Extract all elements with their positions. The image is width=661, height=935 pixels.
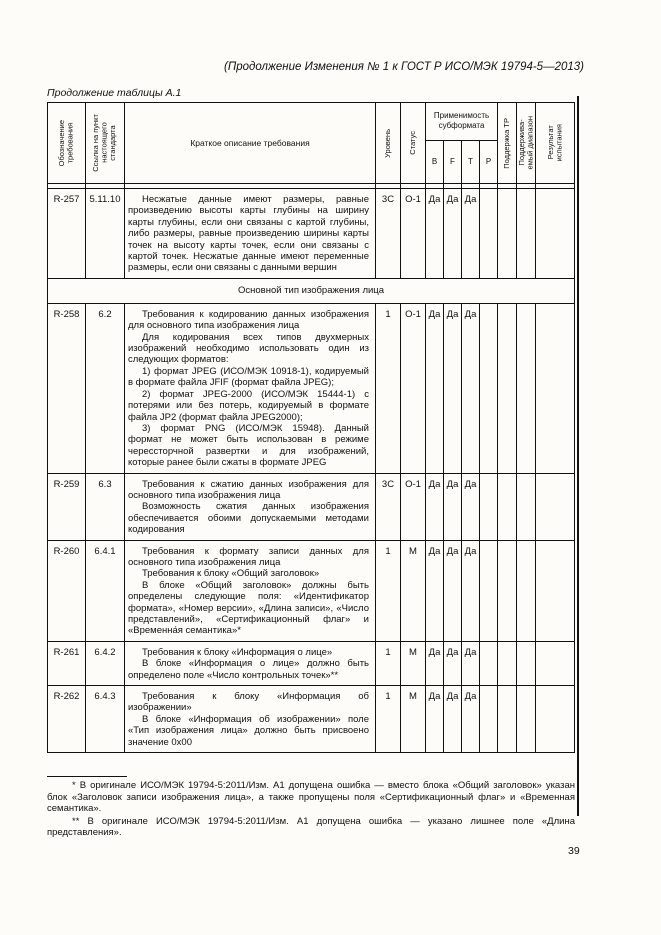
test-result-cell xyxy=(536,189,575,279)
subformat-p-cell xyxy=(480,303,498,473)
subformat-t-cell: Да xyxy=(462,540,480,641)
description-cell xyxy=(125,540,376,641)
level-cell: 1 xyxy=(376,303,401,473)
section-title: Основной тип изображения лица xyxy=(48,278,575,303)
subformat-p-cell xyxy=(480,540,498,641)
requirement-id-cell: R-258 xyxy=(48,303,86,473)
header-clause-reference: Ссылка на пункт настоящего стандарта xyxy=(86,103,125,184)
tr-support-cell xyxy=(498,189,517,279)
subformat-f-cell: Да xyxy=(444,473,462,540)
tr-support-cell xyxy=(498,641,517,685)
status-cell: О-1 xyxy=(401,189,426,279)
description-paragraph: Несжатые данные имеют размеры, равные произведению высоты карты глубины на ширину карты глубины, если они связаны с картой глубины, либо размеры, равные произведению ширины карты точек на высоту карты точек, если они связаны с картой точек. Несжатые данные имеют переменные размеры, если они связаны с данными вершин xyxy=(128,194,369,274)
footnote: ** В оригинале ИСО/МЭК 19794-5:2011/Изм. А1 допущена ошибка — указано лишнее поле «Длина представления». xyxy=(47,815,575,838)
description-paragraph: В блоке «Информация об изображении» поле «Тип изображения лица» должно быть присвоено значение 0x00 xyxy=(128,713,369,748)
level-cell: 1 xyxy=(376,641,401,685)
description-cell xyxy=(125,303,376,473)
page-number: 39 xyxy=(568,845,580,857)
document-header: (Продолжение Изменения № 1 к ГОСТ Р ИСО/МЭК 19794-5—2013) xyxy=(224,61,584,73)
subformat-b-cell: Да xyxy=(426,303,444,473)
table-row xyxy=(48,686,575,753)
clause-ref-cell: 6.2 xyxy=(86,303,125,473)
subformat-t-cell: Да xyxy=(462,641,480,685)
description-paragraph: Требования к блоку «Информация о лице» xyxy=(142,646,333,658)
description-paragraph: Требования к блоку «Общий заголовок» xyxy=(142,568,320,580)
description-paragraph: В блоке «Информация о лице» должно быть определено поле «Число контрольных точек»** xyxy=(128,658,369,681)
table-row xyxy=(48,641,575,685)
supported-range-cell xyxy=(517,686,536,753)
header-subformat-p: P xyxy=(480,140,498,183)
table-body xyxy=(48,184,575,753)
subformat-p-cell xyxy=(480,189,498,279)
subformat-t-cell: Да xyxy=(462,189,480,279)
requirements-table xyxy=(47,102,575,753)
header-subformat-f: F xyxy=(444,140,462,183)
section-row xyxy=(48,278,575,303)
clause-ref-cell: 6.4.3 xyxy=(86,686,125,753)
header-tr-support: Поддержка ТР xyxy=(498,103,517,184)
description-paragraph: Требования к формату записи данных для основного типа изображения лица xyxy=(128,545,369,568)
requirement-id-cell: R-259 xyxy=(48,473,86,540)
description-cell xyxy=(125,641,376,685)
subformat-t-cell: Да xyxy=(462,686,480,753)
requirement-id-cell: R-261 xyxy=(48,641,86,685)
table-row xyxy=(48,473,575,540)
tr-support-cell xyxy=(498,473,517,540)
subformat-b-cell: Да xyxy=(426,473,444,540)
clause-ref-cell: 6.4.2 xyxy=(86,641,125,685)
subformat-b-cell: Да xyxy=(426,641,444,685)
subformat-f-cell: Да xyxy=(444,189,462,279)
level-cell: 1 xyxy=(376,686,401,753)
supported-range-cell xyxy=(517,540,536,641)
description-cell xyxy=(125,686,376,753)
subformat-p-cell xyxy=(480,473,498,540)
subformat-f-cell: Да xyxy=(444,303,462,473)
header-description: Краткое описание требования xyxy=(125,103,376,184)
description-cell xyxy=(125,189,376,279)
description-paragraph: Возможность сжатия данных изображения обеспечивается обоими допускаемыми методами кодирования xyxy=(128,501,369,536)
supported-range-cell xyxy=(517,189,536,279)
description-paragraph: В блоке «Общий заголовок» должны быть определены следующие поля: «Идентификатор формата», «Номер версии», «Длина записи», «Число представлений», «Сертификационный флаг» и «Временна́я семантика»* xyxy=(128,579,369,637)
clause-ref-cell: 6.4.1 xyxy=(86,540,125,641)
test-result-cell xyxy=(536,303,575,473)
table-row xyxy=(48,540,575,641)
status-cell: M xyxy=(401,686,426,753)
header-subformat-applicability: Применимость субформата xyxy=(426,103,498,141)
description-paragraph: 2) формат JPEG-2000 (ИСО/МЭК 15444-1) с потерями или без потерь, кодируемый в формате файла JP2 (формат файла JPEG2000); xyxy=(128,388,369,423)
status-cell: О-1 xyxy=(401,303,426,473)
status-cell: M xyxy=(401,540,426,641)
header-subformat-t: T xyxy=(462,140,480,183)
description-cell xyxy=(125,473,376,540)
subformat-t-cell: Да xyxy=(462,303,480,473)
header-test-results: Результат испытания xyxy=(536,103,575,184)
clause-ref-cell: 5.11.10 xyxy=(86,189,125,279)
supported-range-cell xyxy=(517,473,536,540)
tr-support-cell xyxy=(498,303,517,473)
test-result-cell xyxy=(536,641,575,685)
description-paragraph: Для кодирования всех типов двухмерных изображений необходимо использовать один из следующих форматов: xyxy=(128,331,369,366)
status-cell: О-1 xyxy=(401,473,426,540)
requirement-id-cell: R-260 xyxy=(48,540,86,641)
subformat-t-cell: Да xyxy=(462,473,480,540)
subformat-b-cell: Да xyxy=(426,686,444,753)
description-paragraph: 3) формат PNG (ИСО/МЭК 15948). Данный формат не может быть использован в режиме черессторчной развертки и для изображений, которые ранее были сжаты в формате JPEG xyxy=(128,422,369,469)
requirement-id-cell: R-257 xyxy=(48,189,86,279)
status-cell: M xyxy=(401,641,426,685)
requirement-id-cell: R-262 xyxy=(48,686,86,753)
header-subformat-b: B xyxy=(426,140,444,183)
footnotes xyxy=(47,780,575,840)
level-cell: 1 xyxy=(376,540,401,641)
header-requirement-id: Обозначение требования xyxy=(48,103,86,184)
subformat-f-cell: Да xyxy=(444,540,462,641)
level-cell: 3С xyxy=(376,189,401,279)
supported-range-cell xyxy=(517,303,536,473)
change-bar xyxy=(577,96,579,816)
subformat-f-cell: Да xyxy=(444,641,462,685)
description-paragraph: Требования к сжатию данных изображения для основного типа изображения лица xyxy=(128,478,369,501)
level-cell: 3С xyxy=(376,473,401,540)
subformat-p-cell xyxy=(480,641,498,685)
table-caption: Продолжение таблицы А.1 xyxy=(47,87,182,99)
supported-range-cell xyxy=(517,641,536,685)
tr-support-cell xyxy=(498,686,517,753)
header-status: Статус xyxy=(401,103,426,184)
test-result-cell xyxy=(536,686,575,753)
subformat-p-cell xyxy=(480,686,498,753)
test-result-cell xyxy=(536,540,575,641)
table-row xyxy=(48,189,575,279)
subformat-b-cell: Да xyxy=(426,540,444,641)
header-level: Уровень xyxy=(376,103,401,184)
table-row xyxy=(48,303,575,473)
header-supported-range: Поддержива- емый диапазон xyxy=(517,103,536,184)
footnote: * В оригинале ИСО/МЭК 19794-5:2011/Изм. А1 допущена ошибка — вместо блока «Общий заголовок» указан блок «Заголовок записи изображения лица», а также пропущены поля «Сертификационный флаг» и «Временная семантика». xyxy=(47,780,575,814)
test-result-cell xyxy=(536,473,575,540)
description-paragraph: Требования к кодированию данных изображения для основного типа изображения лица xyxy=(128,308,369,332)
footnote-separator xyxy=(47,776,127,777)
clause-ref-cell: 6.3 xyxy=(86,473,125,540)
description-paragraph: 1) формат JPEG (ИСО/МЭК 10918-1), кодируемый в формате файла JFIF (формат файла JPEG); xyxy=(128,365,369,389)
subformat-f-cell: Да xyxy=(444,686,462,753)
tr-support-cell xyxy=(498,540,517,641)
subformat-b-cell: Да xyxy=(426,189,444,279)
description-paragraph: Требования к блоку «Информация об изображении» xyxy=(128,691,369,714)
